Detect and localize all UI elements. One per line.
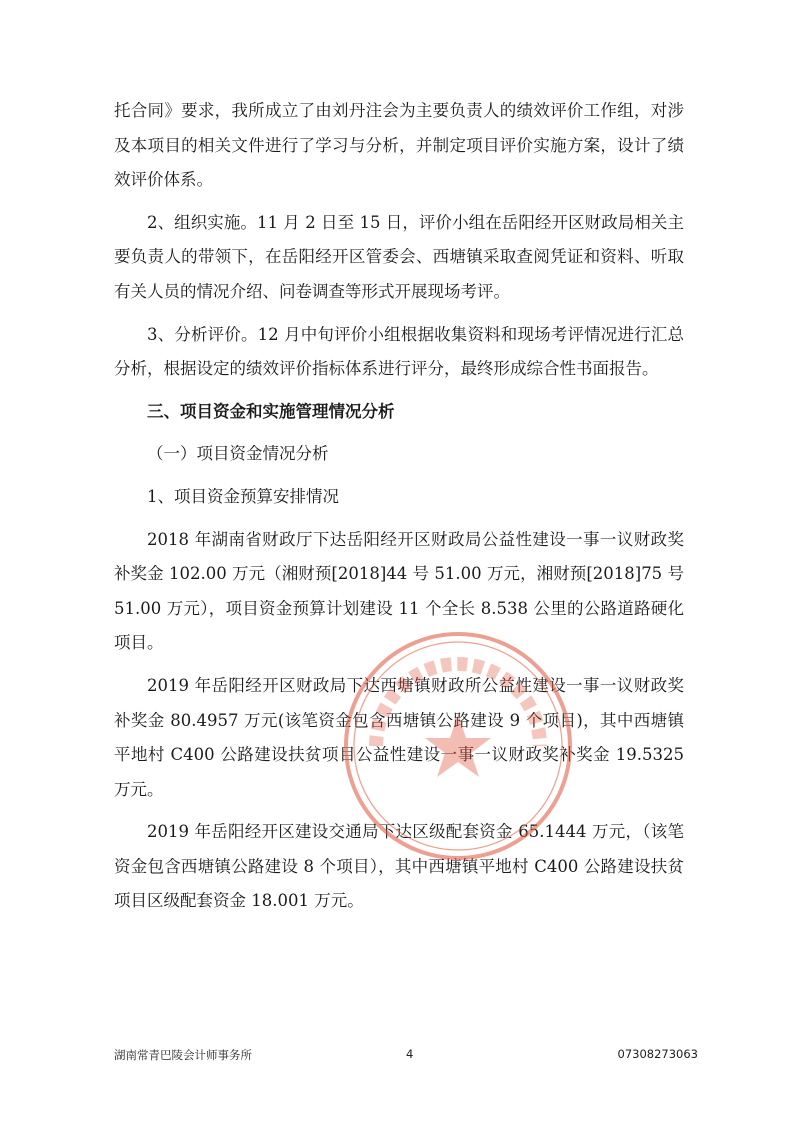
footer-firm-name: 湖南常青巴陵会计师事务所 — [114, 1048, 252, 1062]
paragraph-2018-funds: 2018 年湖南省财政厅下达岳阳经开区财政局公益性建设一事一议财政奖补奖金 102.00 万元（湘财预[2018]44 号 51.00 万元，湘财预[2018]75 号 51.00 万元），项目资金预算计划建设 11 个全长 8.538 公里的公路道路硬化项目。 — [114, 529, 684, 653]
paragraph-analysis-evaluation: 3、分析评价。12 月中旬评价小组根据收集资料和现场考评情况进行汇总分析，根据设定的绩效评价指标体系进行评分，最终形成综合性书面报告。 — [114, 324, 684, 379]
paragraph-2019-finance-funds: 2019 年岳阳经开区财政局下达西塘镇财政所公益性建设一事一议财政奖补奖金 80.4957 万元(该笔资金包含西塘镇公路建设 9 个项目)，其中西塘镇平地村 C400 公路建设扶贫项目公益性建设一事一议财政奖补奖金 19.5325 万元。 — [114, 675, 684, 799]
subsection-heading: （一）项目资金情况分析 — [147, 444, 329, 464]
section-heading: 三、项目资金和实施管理情况分析 — [147, 401, 395, 421]
paragraph-organize-implementation: 2、组织实施。11 月 2 日至 15 日，评价小组在岳阳经开区财政局相关主要负责人的带领下，在岳阳经开区管委会、西塘镇采取查阅凭证和资料、听取有关人员的情况介绍、问卷调查等形式开展现场考评。 — [114, 212, 684, 301]
paragraph-2019-transport-funds: 2019 年岳阳经开区建设交通局下达区级配套资金 65.1444 万元，（该笔资金包含西塘镇公路建设 8 个项目），其中西塘镇平地村 C400 公路建设扶贫项目区级配套资金 18.001 万元。 — [114, 822, 684, 911]
paragraph-continuation: 托合同》要求，我所成立了由刘丹注会为主要负责人的绩效评价工作组，对涉及本项目的相关文件进行了学习与分析，并制定项目评价实施方案，设计了绩效评价体系。 — [114, 101, 684, 190]
item-heading: 1、项目资金预算安排情况 — [147, 486, 339, 506]
footer-phone: 07308273063 — [617, 1047, 698, 1061]
page-footer — [114, 1047, 698, 1067]
document-body — [114, 94, 684, 927]
footer-page-number: 4 — [406, 1047, 414, 1061]
